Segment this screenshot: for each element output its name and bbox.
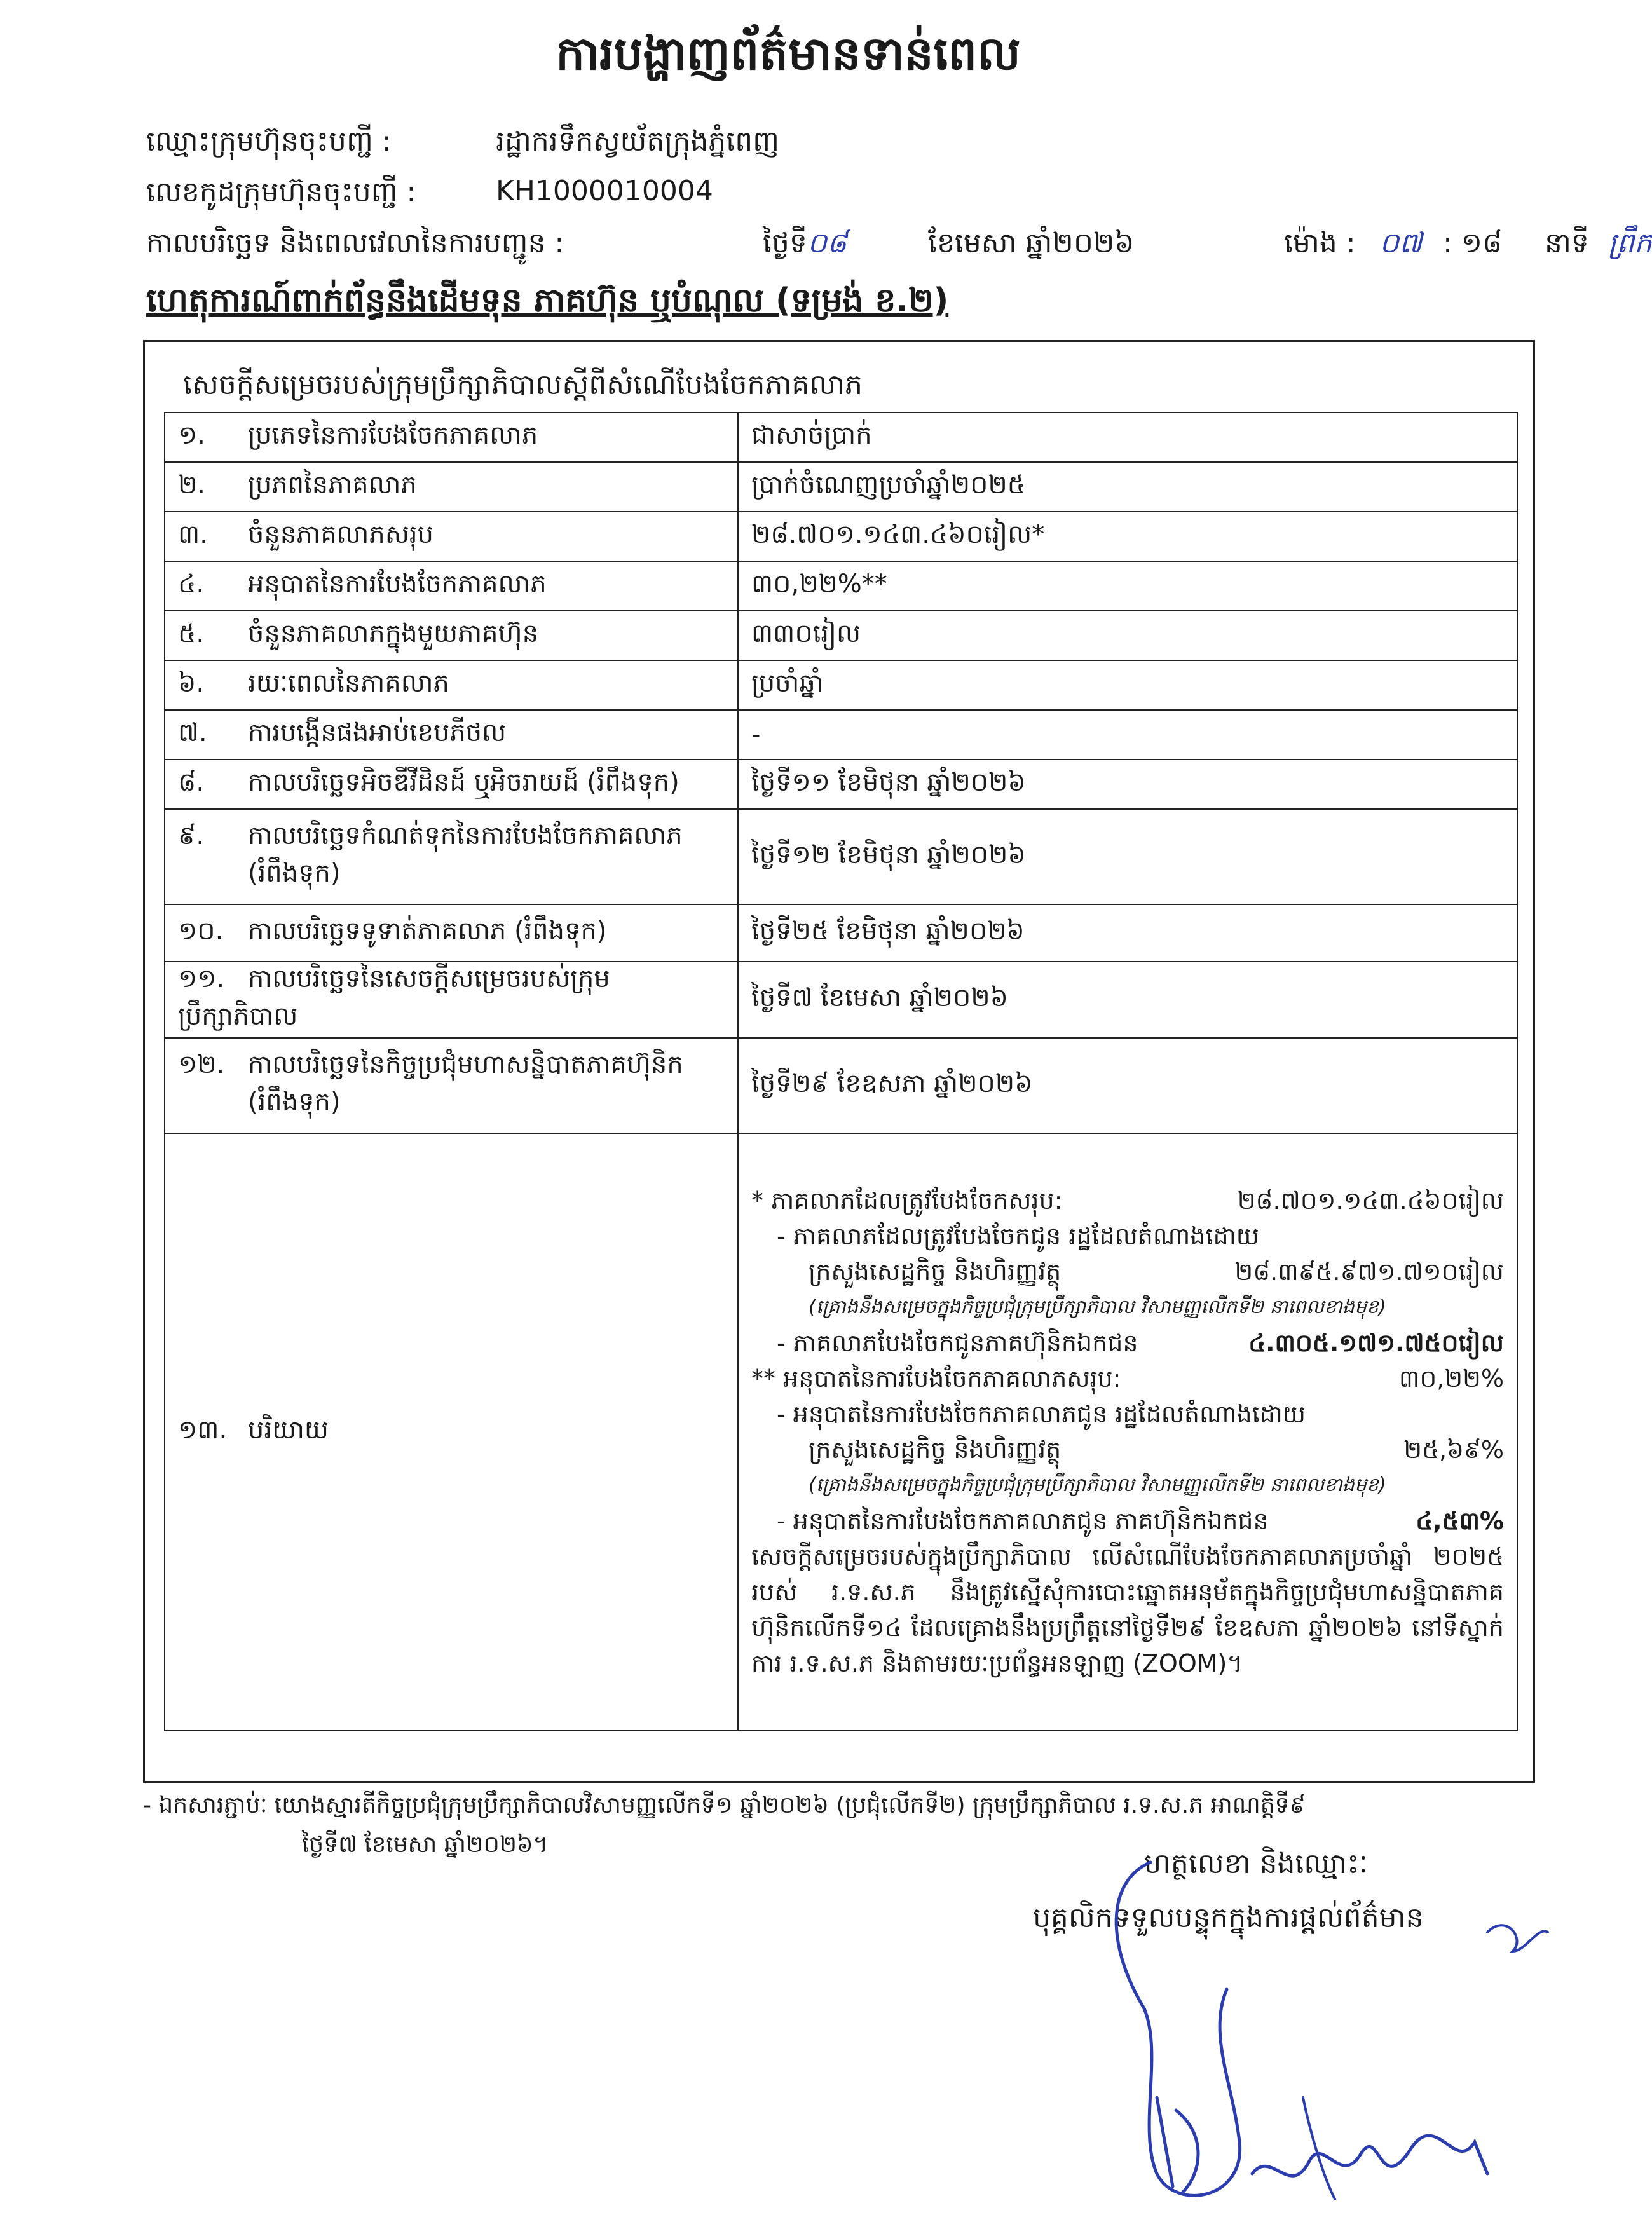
item-number: ១៣. (178, 1415, 228, 1445)
attachment-label: - ឯកសារភ្ជាប់ៈ (143, 1792, 268, 1818)
hour-value: ០៧ (1379, 227, 1423, 259)
item-label: កាលបរិច្ឆេទអិចឌីវីដិនដ៍ ឬអិចរាយដ៍ (រំពឹងទុក) (248, 767, 679, 797)
item-label: កាលបរិច្ឆេទកំណត់ទុកនៃការបែងចែកភាគលាភ (248, 821, 683, 850)
ratio-total-line (751, 1361, 1504, 1396)
submission-day (763, 226, 847, 266)
item-label-cell (165, 1038, 738, 1133)
state-dividend-note: (គ្រោងនឹងសម្រេចក្នុងកិច្ចប្រជុំក្រុមប្រឹក្សាភិបាល វិសាមញ្ញលើកទី២ នាពេលខាងមុខ) (809, 1296, 1386, 1318)
ratio-total-value: ៣០,២២% (1398, 1365, 1504, 1393)
item-label: ការបង្កើនផងអាប់ខេបភីថល (248, 718, 507, 747)
ratio-private-label: - អនុបាតនៃការបែងចែកភាគលាភជូន ភាគហ៊ុនិកឯកជន (777, 1507, 1269, 1535)
item-value: ថ្ងៃទី២៩ ខែឧសភា ឆ្នាំ២០២៦ (738, 1038, 1517, 1133)
item-value: ថ្ងៃទី២៥ ខែមិថុនា ឆ្នាំ២០២៦ (738, 904, 1517, 962)
submission-date-row (146, 226, 1652, 266)
item-label-cell (165, 660, 738, 710)
item-number: ៥. (178, 618, 205, 648)
section-title: សេចក្តីសម្រេចរបស់ក្រុមប្រឹក្សាភិបាលស្តីពីសំណើបែងចែកភាគលាភ (183, 369, 863, 401)
item-label-cell (165, 412, 738, 462)
company-name-value: រដ្ឋាករទឹកស្វយ័តក្រុងភ្នំពេញ (496, 125, 780, 158)
day-value: ០៨ (807, 227, 847, 259)
minute-label: នាទី (1545, 227, 1589, 259)
item-value: ប្រាក់ចំណេញប្រចាំឆ្នាំ២០២៥ (738, 462, 1517, 512)
handwritten-signature (1081, 1843, 1551, 2225)
item-label: បរិយាយ (248, 1415, 329, 1445)
total-dividend-value: ២៨.៧០១.១៤៣.៤៦០រៀល (1237, 1187, 1504, 1215)
state-dividend-line2 (751, 1254, 1504, 1290)
item-number: ១០. (178, 916, 224, 946)
item-label: កាលបរិច្ឆេទទូទាត់ភាគលាភ (រំពឹងទុក) (248, 916, 607, 946)
item-label-cell (165, 962, 738, 1038)
item-label-cell (165, 512, 738, 561)
disclosure-box (143, 340, 1535, 1783)
page-title: ការបង្ហាញព័ត៌មានទាន់ពេល (556, 27, 1021, 80)
item-number: ៣. (178, 519, 208, 549)
table-row (165, 904, 1517, 962)
period-value: ព្រឹក (1608, 227, 1652, 259)
signature-role: បុគ្គលិកទទួលបន្ទុកក្នុងការផ្តល់ព័ត៌មាន (1033, 1902, 1424, 1934)
company-name-label: ឈ្មោះក្រុមហ៊ុនចុះបញ្ជី : (146, 125, 392, 158)
ratio-state-ministry: ក្រសួងសេដ្ឋកិច្ច និងហិរញ្ញវត្ថុ (809, 1436, 1062, 1464)
item-label: ប្រភេទនៃការបែងចែកភាគលាភ (248, 420, 538, 450)
ratio-private-line (751, 1503, 1504, 1539)
minute-value: : ១៨ (1443, 227, 1503, 259)
item-label: ចំនួនភាគលាភសរុប (248, 519, 433, 549)
table-row (165, 809, 1517, 904)
item-number: ៩. (178, 821, 205, 850)
state-dividend-line1: - ភាគលាភដែលត្រូវបែងចែកជូន រដ្ឋដែលតំណាងដោយ (777, 1222, 1259, 1250)
time-label: ម៉ោង : (1284, 227, 1356, 259)
table-row (165, 462, 1517, 512)
submission-month-year: ខែមេសា ឆ្នាំ២០២៦ (928, 227, 1135, 259)
table-row (165, 561, 1517, 611)
item-label-cell (165, 1133, 738, 1731)
submission-date-label: កាលបរិច្ឆេទ និងពេលវេលានៃការបញ្ជូន : (146, 227, 564, 259)
item-number: ៤. (178, 569, 205, 599)
item-label: រយៈពេលនៃភាគលាភ (248, 668, 449, 698)
item-label-cell (165, 809, 738, 904)
item-label: កាលបរិច្ឆេទនៃកិច្ចប្រជុំមហាសន្និបាតភាគហ៊ុនិក (248, 1050, 683, 1079)
private-dividend-value: ៤.៣០៥.១៧១.៧៥០រៀល (1248, 1329, 1504, 1357)
private-dividend-label: - ភាគលាភបែងចែកជូនភាគហ៊ុនិកឯកជន (777, 1329, 1138, 1357)
explanation-cell (738, 1133, 1517, 1731)
ratio-total-label: ** អនុបាតនៃការបែងចែកភាគលាភសរុប: (751, 1365, 1121, 1393)
item-value: ៣៣០រៀល (738, 611, 1517, 660)
attachment-line1: យោងស្មារតីកិច្ចប្រជុំក្រុមប្រឹក្សាភិបាលវិសាមញ្ញលើកទី១ ឆ្នាំ២០២៦ (ប្រជុំលើកទី២) ក្រុមប្រឹក្សាភិបាល រ.ទ.ស.ភ អាណត្តិទី៩ (274, 1792, 1306, 1818)
company-code-value: KH1000010004 (496, 175, 713, 207)
item-number: ១. (178, 420, 205, 450)
table-row (165, 962, 1517, 1038)
item-number: ១២. (178, 1050, 225, 1079)
table-row (165, 760, 1517, 809)
ratio-state-line2 (751, 1432, 1504, 1468)
explanation-paragraph: សេចក្តីសម្រេចរបស់ក្នុងប្រឹក្សាភិបាល លើសំណើបែងចែកភាគលាភប្រចាំឆ្នាំ ២០២៥ របស់ រ.ទ.ស.ភ នឹងត្រូវស្នើសុំការបោះឆ្នោតអនុម័តក្នុងកិច្ចប្រជុំមហាសន្និបាតភាគហ៊ុនិកលើកទី១៤ ដែលគ្រោងនឹងប្រព្រឹត្តនៅថ្ងៃទី២៩ ខែឧសភា ឆ្នាំ២០២៦ នៅទីស្នាក់ការ រ.ទ.ស.ភ និងតាមរយៈប្រព័ន្ធអនឡាញ (ZOOM)។ (751, 1543, 1504, 1677)
item-number: ២. (178, 470, 205, 500)
category-title: ហេតុការណ៍ពាក់ព័ន្ធនឹងដើមទុន ភាគហ៊ុន ឬបំណុល (ទម្រង់ ខ.២) (146, 282, 949, 320)
company-name-row (146, 124, 780, 165)
item-label-cell (165, 760, 738, 809)
table-row (165, 660, 1517, 710)
item-label: ប្រភពនៃភាគលាភ (248, 470, 417, 500)
item-value: ថ្ងៃទី៧ ខែមេសា ឆ្នាំ២០២៦ (738, 962, 1517, 1038)
ratio-state-line1: - អនុបាតនៃការបែងចែកភាគលាភជូន រដ្ឋដែលតំណាងដោយ (777, 1400, 1306, 1428)
item-label-cell (165, 561, 738, 611)
company-code-label: លេខកូដក្រុមហ៊ុនចុះបញ្ជី : (146, 176, 416, 208)
item-value: ២៨.៧០១.១៤៣.៤៦០រៀល* (738, 512, 1517, 561)
table-row (165, 710, 1517, 760)
item-number: ៦. (178, 668, 205, 698)
table-row (165, 611, 1517, 660)
item-label: កាលបរិច្ឆេទនៃសេចក្តីសម្រេចរបស់ក្រុមប្រឹក្សាភិបាល (178, 964, 610, 1031)
item-value: ប្រចាំឆ្នាំ (738, 660, 1517, 710)
ratio-state-note: (គ្រោងនឹងសម្រេចក្នុងកិច្ចប្រជុំក្រុមប្រឹក្សាភិបាល វិសាមញ្ញលើកទី២ នាពេលខាងមុខ) (809, 1474, 1386, 1496)
item-number: ១១. (178, 964, 225, 993)
signature-label: ហត្ថលេខា និងឈ្មោះៈ (1144, 1848, 1368, 1880)
item-label-continued: (រំពឹងទុក) (248, 1087, 341, 1117)
total-dividend-label: * ភាគលាភដែលត្រូវបែងចែកសរុប: (751, 1187, 1063, 1215)
table-row (165, 1133, 1517, 1731)
state-dividend-ministry: ក្រសួងសេដ្ឋកិច្ច និងហិរញ្ញវត្ថុ (809, 1258, 1062, 1286)
item-label-cell (165, 710, 738, 760)
ratio-private-value: ៤,៥៣% (1416, 1507, 1504, 1535)
item-value: - (738, 710, 1517, 760)
item-label: ចំនួនភាគលាភក្នុងមួយភាគហ៊ុន (248, 618, 539, 648)
ratio-state-value: ២៥,៦៩% (1403, 1436, 1504, 1464)
items-table (164, 412, 1518, 1731)
private-dividend-line (751, 1325, 1504, 1361)
table-row (165, 1038, 1517, 1133)
item-label-cell (165, 904, 738, 962)
item-value: ថ្ងៃទី១២ ខែមិថុនា ឆ្នាំ២០២៦ (738, 809, 1517, 904)
item-value: ថ្ងៃទី១១ ខែមិថុនា ឆ្នាំ២០២៦ (738, 760, 1517, 809)
item-value: ៣០,២២%** (738, 561, 1517, 611)
item-label-continued: (រំពឹងទុក) (248, 859, 341, 888)
table-row (165, 512, 1517, 561)
state-dividend-value: ២៨.៣៩៥.៩៧១.៧១០រៀល (1234, 1258, 1504, 1286)
table-row (165, 412, 1517, 462)
attachment-line2: ថ្ងៃទី៧ ខែមេសា ឆ្នាំ២០២៦។ (302, 1832, 549, 1858)
item-label-cell (165, 611, 738, 660)
total-dividend-line (751, 1183, 1504, 1218)
item-label-cell (165, 462, 738, 512)
item-value: ជាសាច់ប្រាក់ (738, 412, 1517, 462)
item-label: អនុបាតនៃការបែងចែកភាគលាភ (248, 569, 547, 599)
item-number: ៨. (178, 767, 205, 797)
company-code-row (146, 175, 713, 215)
item-number: ៧. (178, 718, 207, 747)
day-prefix: ថ្ងៃទី (763, 227, 807, 259)
